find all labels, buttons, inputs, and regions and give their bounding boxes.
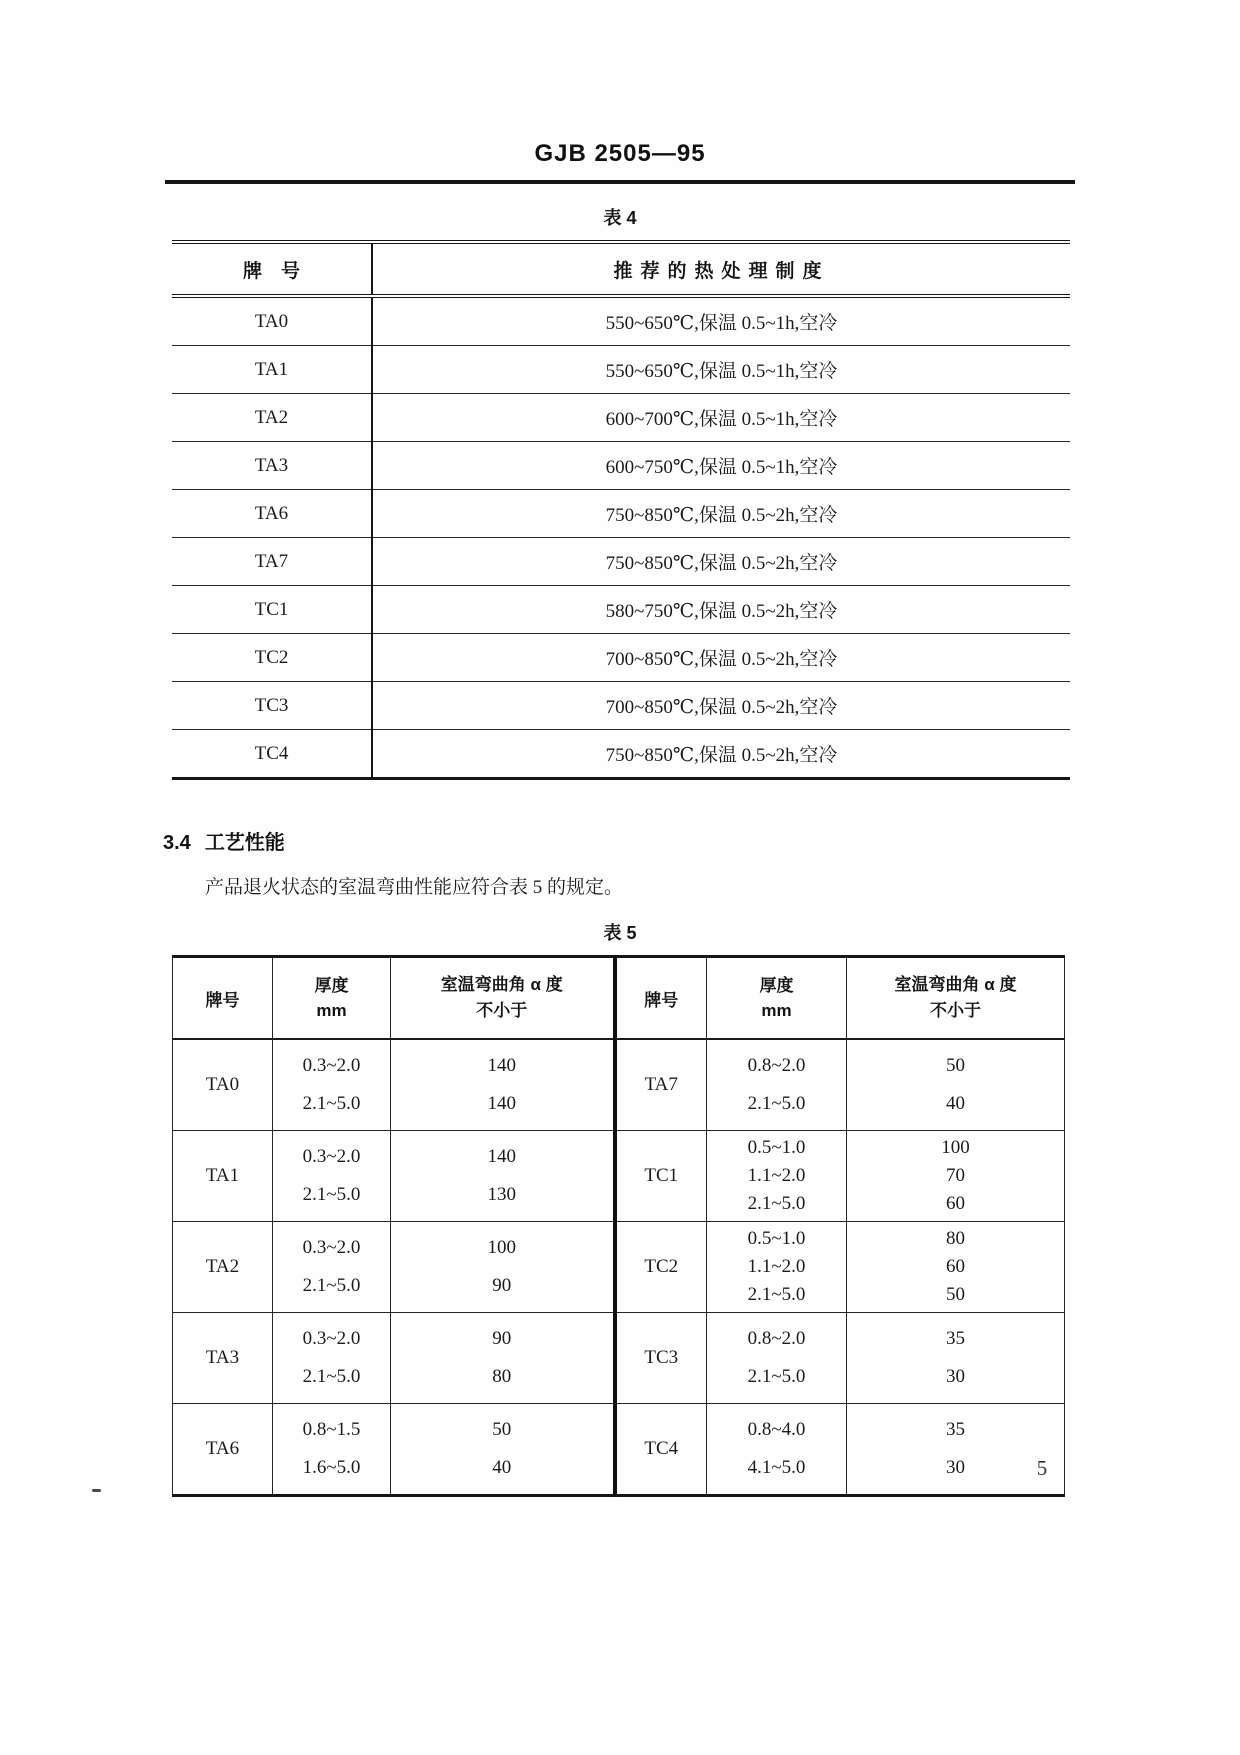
angle-value: 60: [946, 1256, 965, 1277]
bend-label: 室温弯曲角 α 度: [440, 975, 563, 994]
col-header-grade: 牌 号: [172, 242, 372, 296]
grade-cell: TC3: [172, 682, 372, 730]
bend-sublabel: 不小于: [930, 1001, 981, 1020]
grade-cell: TA6: [172, 490, 372, 538]
table-row: [172, 730, 1070, 779]
table-row: [172, 442, 1070, 490]
angle-value: 140: [487, 1146, 516, 1168]
grade-cell: TA3: [172, 442, 372, 490]
section-number: 3.4: [163, 832, 191, 854]
page-number: 5: [1036, 1456, 1048, 1480]
grade-cell: TC3: [615, 1313, 707, 1404]
thickness-cell: [273, 1131, 391, 1222]
angle-cell: [847, 1313, 1065, 1404]
thickness-value: 2.1~5.0: [302, 1365, 361, 1387]
table-row: [172, 490, 1070, 538]
table-row: [172, 682, 1070, 730]
thickness-cell: [707, 1039, 847, 1131]
col-header-bend-angle: [391, 957, 613, 1040]
table-row: [172, 586, 1070, 634]
angle-value: 50: [946, 1284, 965, 1305]
table5-caption: 表 5: [603, 923, 637, 943]
angle-cell: [847, 1404, 1065, 1496]
treatment-cell: 700~850℃,保温 0.5~2h,空冷: [372, 634, 1070, 682]
thickness-value: 0.3~2.0: [302, 1237, 361, 1259]
thickness-value: 2.1~5.0: [302, 1092, 361, 1114]
table-row: [172, 634, 1070, 682]
angle-value: 140: [487, 1092, 516, 1114]
header-rule: [165, 180, 1075, 184]
treatment-cell: 750~850℃,保温 0.5~2h,空冷: [372, 538, 1070, 586]
treatment-cell: 600~750℃,保温 0.5~1h,空冷: [372, 442, 1070, 490]
angle-value: 35: [946, 1419, 965, 1441]
grade-cell: TA1: [172, 346, 372, 394]
table5-right-half: [613, 955, 1066, 1497]
thickness-value: 2.1~5.0: [747, 1193, 806, 1214]
table-row: [173, 1313, 613, 1404]
col-header-treatment: 推荐的热处理制度: [372, 242, 1070, 296]
thickness-cell: [707, 1131, 847, 1222]
angle-cell: [391, 1131, 613, 1222]
thickness-value: 2.1~5.0: [302, 1274, 361, 1296]
angle-value: 100: [941, 1137, 970, 1158]
table-row: [173, 1404, 613, 1496]
thickness-value: 4.1~5.0: [747, 1456, 806, 1478]
angle-cell: [391, 1404, 613, 1496]
table5-header-row: [173, 957, 613, 1040]
angle-value: 130: [487, 1183, 516, 1205]
grade-cell: TA7: [615, 1039, 707, 1131]
thickness-cell: [273, 1313, 391, 1404]
angle-value: 90: [492, 1328, 512, 1350]
table-row: [615, 1404, 1065, 1496]
grade-cell: TC1: [172, 586, 372, 634]
table-row: [173, 1222, 613, 1313]
angle-value: 80: [492, 1365, 512, 1387]
thickness-value: 2.1~5.0: [747, 1092, 806, 1114]
table-row: [615, 1039, 1065, 1131]
thickness-value: 1.1~2.0: [747, 1256, 806, 1277]
table5: [172, 955, 1240, 1497]
margin-mark: [92, 1489, 101, 1492]
thickness-unit: mm: [316, 1001, 347, 1020]
col-header-grade: 牌号: [615, 957, 707, 1040]
angle-cell: [847, 1039, 1065, 1131]
angle-value: 40: [492, 1456, 512, 1478]
bend-label: 室温弯曲角 α 度: [894, 975, 1017, 994]
grade-cell: TA3: [173, 1313, 273, 1404]
table5-header-row: [615, 957, 1065, 1040]
thickness-value: 0.8~2.0: [747, 1055, 806, 1077]
table4-caption: 表 4: [603, 208, 637, 228]
grade-cell: TA1: [173, 1131, 273, 1222]
angle-value: 30: [946, 1456, 965, 1478]
section-body-text: 产品退火状态的室温弯曲性能应符合表 5 的规定。: [205, 877, 624, 898]
thickness-value: 1.1~2.0: [747, 1165, 806, 1186]
angle-value: 50: [946, 1055, 965, 1077]
bend-sublabel: 不小于: [476, 1001, 528, 1020]
treatment-cell: 700~850℃,保温 0.5~2h,空冷: [372, 682, 1070, 730]
table-row: [172, 346, 1070, 394]
grade-cell: TC4: [615, 1404, 707, 1496]
col-header-bend-angle: [847, 957, 1065, 1040]
angle-value: 50: [492, 1419, 512, 1441]
section-title: 工艺性能: [204, 832, 285, 854]
col-header-thickness: [707, 957, 847, 1040]
grade-cell: TC2: [615, 1222, 707, 1313]
thickness-unit: mm: [761, 1001, 792, 1020]
angle-value: 70: [946, 1165, 965, 1186]
table-row: [173, 1131, 613, 1222]
thickness-value: 0.8~4.0: [747, 1419, 806, 1441]
table-row: [172, 296, 1070, 346]
table-row: [172, 538, 1070, 586]
table-row: [615, 1313, 1065, 1404]
angle-cell: [847, 1222, 1065, 1313]
table-row: [615, 1222, 1065, 1313]
angle-value: 100: [487, 1237, 516, 1259]
treatment-cell: 550~650℃,保温 0.5~1h,空冷: [372, 296, 1070, 346]
treatment-cell: 580~750℃,保温 0.5~2h,空冷: [372, 586, 1070, 634]
angle-cell: [391, 1313, 613, 1404]
section-heading: [163, 826, 1240, 855]
thickness-cell: [273, 1222, 391, 1313]
table5-left-half: [172, 955, 613, 1497]
thickness-value: 0.3~2.0: [302, 1055, 361, 1077]
grade-cell: TA6: [173, 1404, 273, 1496]
thickness-value: 2.1~5.0: [747, 1365, 806, 1387]
grade-cell: TC4: [172, 730, 372, 779]
angle-cell: [391, 1222, 613, 1313]
treatment-cell: 550~650℃,保温 0.5~1h,空冷: [372, 346, 1070, 394]
thickness-value: 1.6~5.0: [302, 1456, 361, 1478]
treatment-cell: 750~850℃,保温 0.5~2h,空冷: [372, 730, 1070, 779]
angle-cell: [391, 1039, 613, 1131]
thickness-label: 厚度: [759, 976, 794, 995]
thickness-value: 0.8~1.5: [302, 1419, 361, 1441]
thickness-cell: [273, 1404, 391, 1496]
grade-cell: TA2: [172, 394, 372, 442]
thickness-value: 0.8~2.0: [747, 1328, 806, 1350]
table-row: [173, 1039, 613, 1131]
grade-cell: TA0: [173, 1039, 273, 1131]
thickness-cell: [707, 1404, 847, 1496]
thickness-value: 0.3~2.0: [302, 1328, 361, 1350]
angle-value: 35: [946, 1328, 965, 1350]
angle-value: 90: [492, 1274, 512, 1296]
angle-cell: [847, 1131, 1065, 1222]
angle-value: 60: [946, 1193, 965, 1214]
thickness-value: 2.1~5.0: [747, 1284, 806, 1305]
thickness-value: 0.3~2.0: [302, 1146, 361, 1168]
treatment-cell: 600~700℃,保温 0.5~1h,空冷: [372, 394, 1070, 442]
grade-cell: TC2: [172, 634, 372, 682]
thickness-value: 0.5~1.0: [747, 1228, 806, 1249]
thickness-value: 2.1~5.0: [302, 1183, 361, 1205]
table4: [172, 240, 1070, 780]
thickness-cell: [707, 1222, 847, 1313]
grade-cell: TA7: [172, 538, 372, 586]
treatment-cell: 750~850℃,保温 0.5~2h,空冷: [372, 490, 1070, 538]
grade-cell: TA2: [173, 1222, 273, 1313]
angle-value: 80: [946, 1228, 965, 1249]
table-row: [172, 394, 1070, 442]
thickness-cell: [707, 1313, 847, 1404]
angle-value: 140: [487, 1055, 516, 1077]
table-row: [615, 1131, 1065, 1222]
col-header-thickness: [273, 957, 391, 1040]
angle-value: 30: [946, 1365, 965, 1387]
col-header-grade: 牌号: [173, 957, 273, 1040]
angle-value: 40: [946, 1092, 965, 1114]
grade-cell: TC1: [615, 1131, 707, 1222]
grade-cell: TA0: [172, 296, 372, 346]
doc-number: GJB 2505—95: [534, 140, 706, 167]
table4-header-row: [172, 242, 1070, 296]
thickness-cell: [273, 1039, 391, 1131]
thickness-value: 0.5~1.0: [747, 1137, 806, 1158]
thickness-label: 厚度: [314, 976, 349, 995]
